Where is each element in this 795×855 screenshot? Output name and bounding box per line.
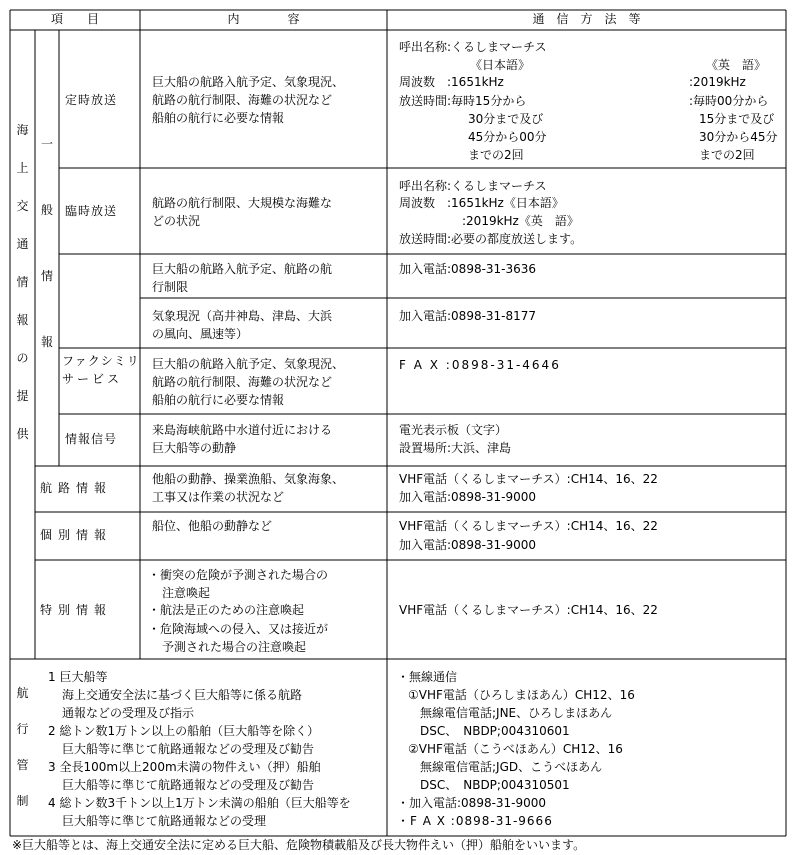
label-navigation-control: 航 行 管 制 — [16, 686, 29, 808]
fax-method: F A X :0898-31-4646 — [399, 358, 561, 372]
row-label-scheduled-broadcast: 定時放送 — [65, 93, 118, 107]
header-content: 内 容 — [227, 12, 300, 26]
traffic-info-table: 項 目 内 容 通 信 方 法 等 海 上 交 通 情 報 の 提 供 一 般 情 報 航 行 管 制 定時放送 巨大船の航路入航予定、気象現況、 航路の航行制限、海難の状況など 船舶の航行に必要な情報 呼出名称:くるしまマーチス 《日本語》 《英 語》 周波数 :1651kHz :2019kHz 放送時間:毎時15分から 30分まで及び 45分から00分 までの2回 :毎時00分から 15分まで及び 30分から45分 までの2回 臨時放送 航路の航行制限、大規模な海難な どの状況 呼出名称:くるしまマーチス 周波数 :1651kHz《日本語》 :2019kHz《英 語》 放送時間:必要の都度放送します。 巨大船の航路入航予定、航路の航 行制限 加入電話:0898-31-3636 気象現況（高井神島、津島、大浜 の風向、風速等） 加入電話:0898-31-8177 ファクシミリ サービス 巨大船の航路入航予定、気象現況、 航路の航行制限、海難の状況など 船舶の航行に必要な情報 F A X :0898-31-4646 情報信号 来島海峡航路中水道付近における 巨大船等の動静 電光表示板（文字） 設置場所:大浜、津島 航路情報 他船の動静、操業漁船、気象海象、 工事又は作業の状況など VHF電話（くるしまマーチス）:CH14、16、22 加入電話:0898-31-9000 個別情報 船位、他船の動静など VHF電話（くるしまマーチス）:CH14、16、22 加入電話:0898-31-9000 特別情報 ・衝突の危険が予測された場合の 注意喚起 ・航法是正のための注意喚起 ・危険海域への侵入、又は接近が 予測された場合の注意喚起 VHF電話（くるしまマーチス）:CH14、16、22 1 巨大船等 海上交通安全法に基づく巨大船等に係る航路 通報などの受理及び指示 2 総トン数1万トン以上の船舶（巨大船等を除く） 巨大船等に準じて航路通報などの受理及び勧告 3 全長100m以上200m未満の物件えい（押）船舶 巨大船等に準じて航路通報などの受理及び勧告 4 総トン数3千トン以上1万トン未満の船舶（巨大船等を 巨大船等に準じて航路通報などの受理 ・無線通信 ①VHF電話（ひろしまほあん）CH12、16 無線電信電話;JNE、ひろしまほあん DSC、 NBDP;004310601 ②VHF電話（こうべほあん）CH12、16 無線電信電話;JGD、こうべほあん DSC、 NBDP;004310501 ・加入電話:0898-31-9000 ・F A X :0898-31-9666 ※巨大船等とは、海上交通安全法に定める巨大船、危険物積載船及び長大物件えい（押）船舶をいいます。 — [0, 0, 795, 855]
phone2-method: 加入電話:0898-31-8177 — [399, 309, 537, 323]
header-method: 通 信 方 法 等 — [532, 12, 641, 26]
row-label-individual-info: 個別情報 — [40, 528, 113, 542]
header-item: 項 目 — [50, 12, 99, 26]
special-method: VHF電話（くるしまマーチス）:CH14、16、22 — [399, 603, 658, 617]
individual-content: 船位、他船の動静など — [152, 519, 273, 533]
row-label-special-info: 特別情報 — [40, 603, 113, 617]
row-label-info-signal: 情報信号 — [65, 432, 118, 446]
row-label-route-info: 航路情報 — [40, 481, 113, 495]
label-maritime-info-provision: 海 上 交 通 情 報 の 提 供 — [16, 123, 29, 441]
footnote: ※巨大船等とは、海上交通安全法に定める巨大船、危険物積載船及び長大物件えい（押）船舶をいいます。 — [12, 838, 586, 852]
label-general-info: 一 般 情 報 — [40, 137, 53, 349]
row-label-temporary-broadcast: 臨時放送 — [65, 204, 118, 218]
phone1-method: 加入電話:0898-31-3636 — [399, 262, 537, 276]
